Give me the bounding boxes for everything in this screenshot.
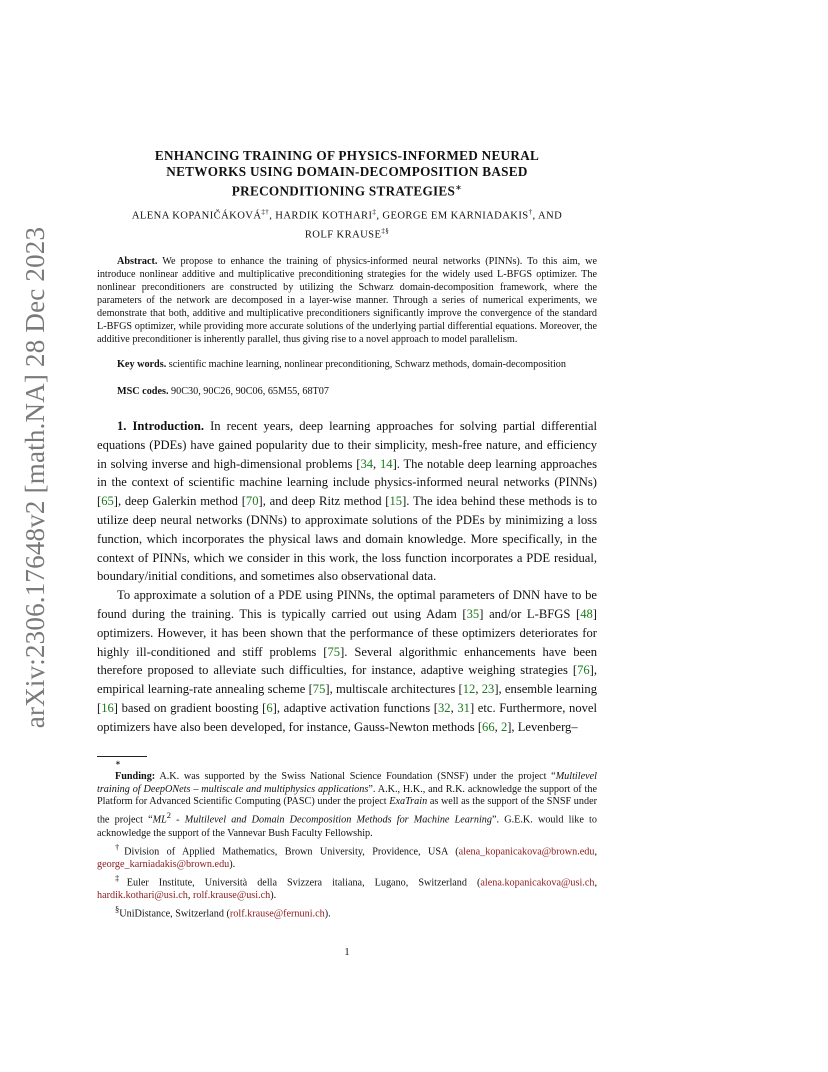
usi-affiliation-footnote: ‡Euler Institute, Università della Svizzera italiana, Lugano, Switzerland (alena.kopanicakova@usi.ch, hardik.kothari@usi.ch, rolf.krause@usi.ch). [97, 873, 597, 902]
section-heading: 1. Introduction. [117, 419, 205, 434]
email-link[interactable]: hardik.kothari@usi.ch [97, 890, 188, 902]
intro-paragraph-1: 1. Introduction. In recent years, deep learning approaches for solving partial differential equations (PDEs) have gained popularity due to their simplicity, mesh-free nature, and efficiency in solving inverse and high-dimensional problems [34, 14]. The notable deep learning approaches in the context of scientific machine learning include physics-informed neural networks (PINNs) [65], deep Galerkin method [70], and deep Ritz method [15]. The idea behind these methods is to utilize deep neural networks (DNNs) to approximate solutions of the PDEs by minimizing a loss function, which incorporates the physical laws and domain knowledge. More specifically, in the context of PINNs, which we consider in this work, the loss function incorporates a PDE residual, boundary/initial conditions, and sometimes also observational data. [97, 419, 598, 584]
citation-link[interactable]: 75 [312, 682, 326, 697]
citation-link[interactable]: 16 [101, 700, 114, 715]
introduction-section [97, 417, 597, 737]
author-list: ALENA KOPANIČÁKOVÁ‡†, HARDIK KOTHARI‡, GEORGE EM KARNIADAKIS†, AND ROLF KRAUSE‡§ [131, 208, 563, 241]
citation-link[interactable]: 2 [500, 719, 508, 734]
keywords-text: scientific machine learning, nonlinear preconditioning, Schwarz methods, domain-decomposition [168, 359, 566, 371]
author-name: ALENA KOPANIČÁKOVÁ [131, 210, 262, 222]
abstract [97, 256, 597, 347]
abstract-text: We propose to enhance the training of physics-informed neural networks (PINNs). To this aim, we introduce nonlinear additive and multiplicative preconditioning strategies for the widely used L-BFGS optimizer. The nonlinear preconditioners are constructed by utilizing the Schwarz domain-decomposition framework, where the parameters of the network are decomposed in a layer-wise manner. Through a series of numerical experiments, we demonstrate that both, additive and multiplicative preconditioners significantly improve the convergence of the standard L-BFGS optimizer, while providing more accurate solutions of the underlying partial differential equations. Moreover, the additive preconditioner is inherently parallel, thus giving rise to a novel approach to model parallelism. [97, 256, 597, 346]
citation-link[interactable]: 14 [379, 456, 393, 471]
msc-text: 90C30, 90C26, 90C06, 65M55, 68T07 [171, 386, 329, 398]
keywords [97, 359, 597, 372]
unidistance-affiliation-footnote: §UniDistance, Switzerland (rolf.krause@fernuni.ch). [115, 904, 331, 920]
citation-link[interactable]: 31 [457, 700, 470, 715]
citation-link[interactable]: 65 [101, 494, 114, 509]
author-name: , GEORGE EM KARNIADAKIS [376, 210, 529, 222]
email-link[interactable]: george_karniadakis@brown.edu [97, 859, 230, 871]
title-footnote-mark: ∗ [455, 183, 463, 192]
author-name: ROLF KRAUSE [304, 229, 382, 241]
citation-link[interactable]: 23 [481, 682, 495, 697]
brown-affiliation-footnote: †Division of Applied Mathematics, Brown University, Providence, USA (alena_kopanicakova@brown.edu, george_karniadakis@brown.edu). [97, 841, 598, 871]
citation-link[interactable]: 35 [466, 607, 480, 621]
title-line-2: NETWORKS USING DOMAIN-DECOMPOSITION BASED [166, 164, 528, 179]
msc-codes [97, 386, 597, 399]
arxiv-stamp [14, 226, 58, 728]
citation-link[interactable]: 32 [437, 700, 451, 715]
page-number: 1 [344, 947, 350, 958]
citation-link[interactable]: 66 [482, 719, 495, 734]
footnote-rule [97, 756, 147, 757]
msc-label: MSC codes. [117, 386, 169, 398]
citation-link[interactable]: 15 [389, 494, 403, 509]
citation-link[interactable]: 70 [245, 494, 259, 509]
funding-label: Funding: [115, 770, 156, 782]
keywords-label: Key words. [117, 359, 167, 371]
paper-page [97, 148, 597, 922]
funding-footnote: Funding: A.K. was supported by the Swiss National Science Foundation (SNSF) under the project “Multilevel training of DeepONets – multiscale and multiphysics applications”. A.K., H.K., and R.K. acknowledge the support of the Platform for Advanced Scientific Computing (PASC) under the project ExaTrain as well as the support of the SNSF under the project “$ML^2$ - Multilevel and Domain Decomposition Methods for Machine Learning”. G.E.K. would like to acknowledge the support of the Vannevar Bush Faculty Fellowship. [97, 770, 597, 839]
abstract-label: Abstract. [117, 256, 158, 268]
author-name: , HARDIK KOTHARI [269, 210, 373, 222]
citation-link[interactable]: 6 [266, 700, 273, 715]
email-link[interactable]: alena.kopanicakova@usi.ch [480, 877, 595, 889]
citation-link[interactable]: 34 [360, 456, 374, 471]
citation-link[interactable]: 75 [327, 644, 341, 659]
title-line-1: ENHANCING TRAINING OF PHYSICS-INFORMED NEURAL [154, 148, 540, 163]
arxiv-identifier: arXiv:2306.17648v2 [math.NA] 28 Dec 2023 [20, 226, 51, 728]
email-link[interactable]: rolf.krause@fernuni.ch [229, 908, 325, 920]
intro-paragraph-2: To approximate a solution of a PDE using PINNs, the optimal parameters of DNN have to be found during the training. This is typically carried out using Adam [35] and/or L-BFGS [48] optimizers. However, it has been shown that the performance of these optimizers deteriorates for highly ill-conditioned and stiff problems [75]. Several algorithmic enhancements have been therefore proposed to alleviate such difficulties, for instance, adaptive weighing strategies [76], empirical learning-rate annealing scheme [75], multiscale architectures [12, 23], ensemble learning [16] based on gradient boosting [6], adaptive activation functions [32, 31] etc. Furthermore, novel optimizers have also been developed, for instance, Gauss-Newton methods [66, 2], Levenberg– [97, 588, 598, 734]
footnotes [97, 771, 597, 922]
paper-title [97, 148, 597, 199]
citation-link[interactable]: 48 [580, 607, 593, 621]
citation-link[interactable]: 76 [577, 663, 590, 678]
email-link[interactable]: rolf.krause@usi.ch [192, 890, 271, 902]
footnote-star-mark: ∗ [115, 758, 121, 767]
title-line-3: PRECONDITIONING STRATEGIES∗ [231, 183, 463, 199]
citation-link[interactable]: 12 [462, 682, 476, 697]
email-link[interactable]: alena_kopanicakova@brown.edu [458, 846, 595, 858]
